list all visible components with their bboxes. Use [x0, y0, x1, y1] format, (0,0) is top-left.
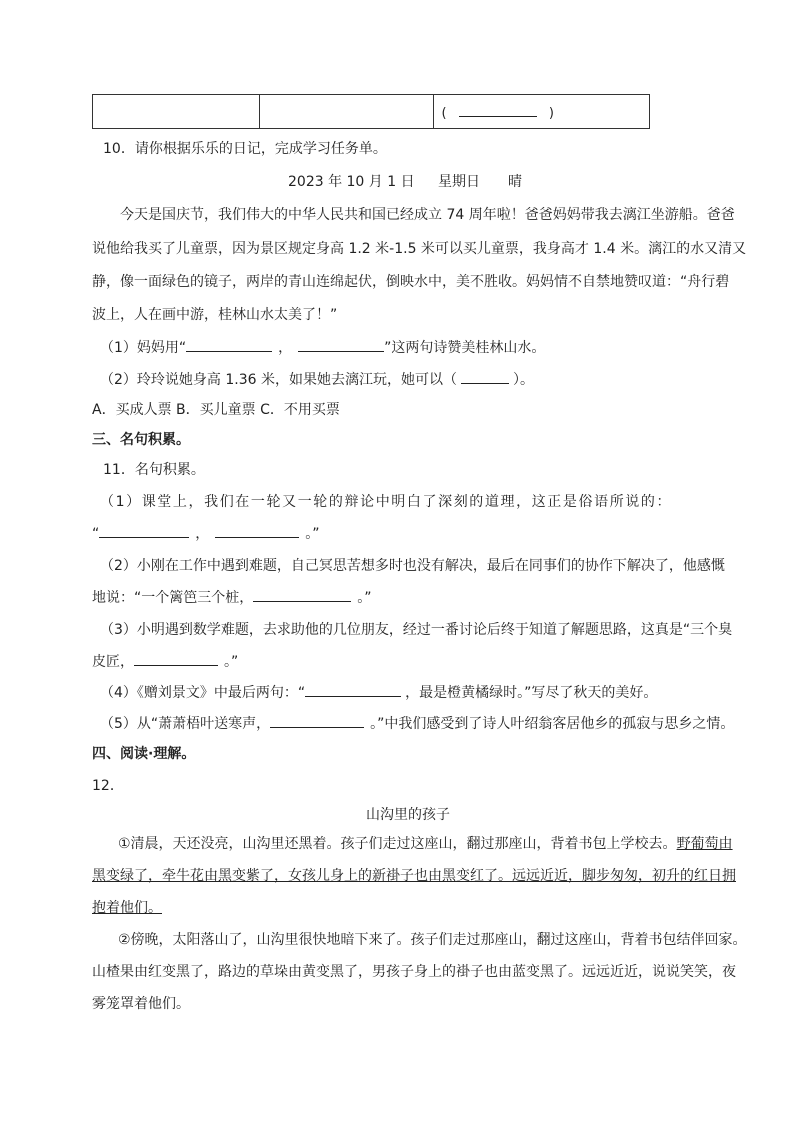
passage-p2-line2: 山楂果由红变黑了，路边的草垛由黄变黑了，男孩子身上的褂子也由蓝变黑了。远远近近，说说笑笑，夜	[92, 964, 736, 980]
q10-sub2-post: ）。	[512, 372, 534, 388]
q11-sub1-line1: （1）课堂上，我们在一轮又一轮的辩论中明白了深刻的道理，这正是俗语所说的：	[100, 494, 673, 510]
q10-sub2-pre: （2）玲玲说她身高 1.36 米，如果她去漓江玩，她可以（	[100, 372, 457, 388]
passage-p2-line3: 雾笼罩着他们。	[92, 996, 190, 1012]
q11-sub5	[100, 713, 734, 733]
answer-blank[interactable]	[270, 713, 364, 728]
answer-blank[interactable]	[461, 369, 509, 384]
answer-blank[interactable]	[305, 682, 401, 697]
quote-close: 。”	[305, 526, 320, 542]
passage-p1-line2: 黑变绿了，牵牛花由黑变紫了，女孩儿身上的新褂子也由黑变红了。远远近近，脚步匆匆，初升的红日拥	[92, 868, 736, 884]
answer-blank[interactable]	[215, 523, 299, 538]
answer-blank[interactable]	[186, 337, 272, 352]
q10-intro: 10．请你根据乐乐的日记，完成学习任务单。	[103, 141, 387, 157]
answer-blank[interactable]	[99, 523, 189, 538]
passage-p2-line1: ②傍晚，太阳落山了，山沟里很快地暗下来了。孩子们走过那座山，翻过这座山，背着书包结伴回家。	[118, 932, 747, 948]
answer-blank[interactable]	[298, 337, 384, 352]
answer-blank[interactable]	[459, 102, 537, 117]
q11-sub1-line2	[92, 523, 320, 543]
q10-sub1	[100, 337, 545, 357]
paren-close: )	[548, 106, 554, 121]
table-row	[93, 95, 650, 129]
paren-open: (	[441, 106, 447, 121]
quote-open: “	[92, 526, 100, 542]
table-cell	[93, 95, 260, 129]
passage-p1-line3: 抱着他们。	[92, 900, 162, 916]
answer-blank[interactable]	[253, 587, 351, 602]
q11-sub5-post: 。”中我们感受到了诗人叶绍翁客居他乡的孤寂与思乡之情。	[370, 716, 735, 732]
q10-sub1-post: ”这两句诗赞美桂林山水。	[384, 340, 546, 356]
q11-sub4-pre: （4）《赠刘景文》中最后两句：“	[100, 685, 306, 701]
diary-line-4: 波上，人在画中游，桂林山水太美了！”	[92, 307, 338, 323]
quote-close: 。”	[224, 654, 239, 670]
comma: ，	[278, 340, 293, 356]
q11-intro: 11．名句积累。	[103, 462, 205, 478]
q11-sub5-pre: （5）从“萧萧梧叶送寒声，	[100, 716, 271, 732]
diary-line-1: 今天是国庆节，我们伟大的中华人民共和国已经成立 74 周年啦！爸爸妈妈带我去漓江坐游船。爸爸	[120, 207, 735, 223]
q11-sub3-line1: （3）小明遇到数学难题，去求助他的几位朋友，经过一番讨论后终于知道了解题思路，这真是“三个臭	[100, 622, 733, 638]
answer-blank[interactable]	[134, 651, 218, 666]
passage-p1-line1	[118, 833, 733, 853]
underlined-text: 野葡萄由	[676, 836, 733, 852]
diary-weather: 晴	[508, 174, 522, 190]
diary-line-2: 说他给我买了儿童票，因为景区规定身高 1.2 米-1.5 米可以买儿童票，我身高才 1.4 米。漓江的水又清又	[92, 241, 747, 257]
diary-date: 2023 年 10 月 1 日	[288, 174, 415, 190]
q11-sub2-line1: （2）小刚在工作中遇到难题，自己冥思苦想多时也没有解决，最后在同事们的协作下解决了，他感慨	[100, 558, 725, 574]
q12-number: 12．	[92, 778, 124, 794]
q11-sub3-pre: 皮匠，	[92, 654, 134, 670]
q11-sub2-pre: 地说：“一个篱笆三个桩，	[92, 590, 254, 606]
q11-sub3-line2	[92, 651, 238, 671]
section-heading: 三、名句积累。	[92, 432, 190, 448]
passage-text: ①清晨，天还没亮，山沟里还黑着。孩子们走过这座山，翻过那座山，背着书包上学校去。	[118, 836, 677, 852]
table-cell	[260, 95, 433, 129]
q10-sub2	[100, 369, 534, 389]
q10-options: A．买成人票 B．买儿童票 C．不用买票	[92, 402, 340, 418]
table-cell	[433, 95, 649, 129]
passage-title: 山沟里的孩子	[366, 807, 450, 823]
q11-sub2-line2	[92, 587, 372, 607]
diary-weekday: 星期日	[438, 174, 480, 190]
comma: ，	[195, 526, 210, 542]
diary-line-3: 静，像一面绿色的镜子，两岸的青山连绵起伏，倒映水中，美不胜收。妈妈情不自禁地赞叹道：“舟行碧	[92, 274, 730, 290]
quote-close: 。”	[357, 590, 372, 606]
q11-sub4-post: ，最是橙黄橘绿时。”写尽了秋天的美好。	[405, 685, 658, 701]
section-heading: 四、阅读·理解。	[92, 746, 196, 762]
q10-sub1-pre: （1）妈妈用“	[100, 340, 187, 356]
answer-table	[92, 94, 650, 129]
q11-sub4	[100, 682, 657, 702]
